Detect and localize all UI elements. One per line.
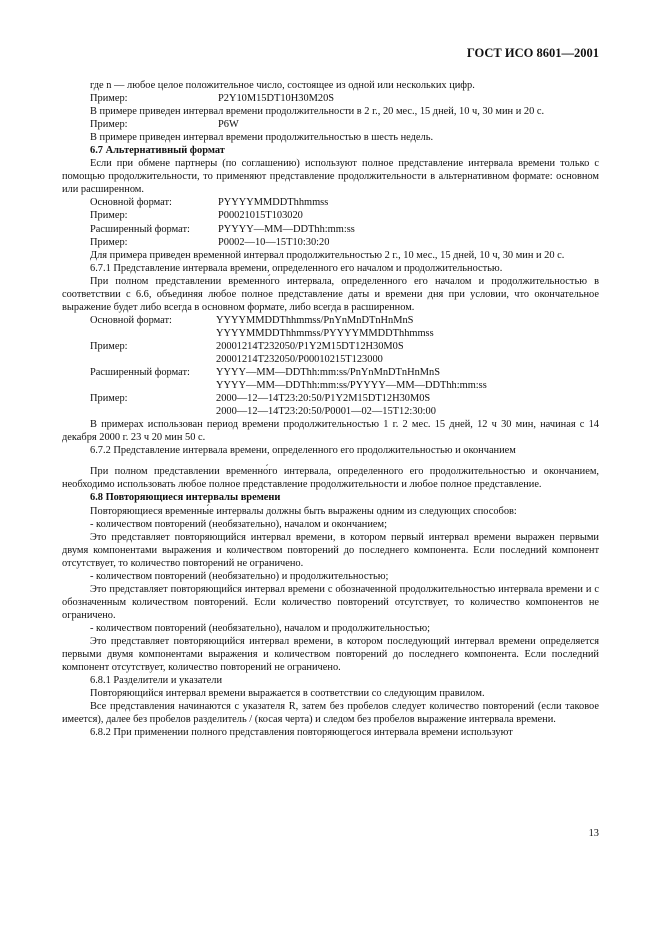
paragraph: В примере приведен интервал времени продолжительностью в шесть недель. bbox=[90, 132, 434, 144]
paragraph: При полном представлении временно́го интервала, определенного его продолжительностью и окончанием, необходимо использовать любое полное представление продолжительности и любое полное представление. bbox=[62, 466, 599, 491]
section-heading-6-7: 6.7 Альтернативный формат bbox=[90, 145, 225, 157]
subsection-6-7-1: 6.7.1 Представление интервала времени, определенного его началом и продолжительностью. bbox=[90, 262, 503, 274]
format-row: Пример: 2000—12—14T23:20:50/P1Y2M15DT12H30M0S bbox=[90, 393, 431, 405]
format-row: 2000—12—14T23:20:50/P0001—02—15T12:30:00 bbox=[216, 406, 436, 418]
paragraph: Повторяющийся интервал времени выражается в соответствии со следующим правилом. bbox=[90, 688, 485, 700]
paragraph: Это представляет повторяющийся интервал времени, в котором последующий интервал времени определяется первыми двумя компонентами выражения и количеством повторений до последнего компонента. Если последний компонент отсутствует, количество повторений не ограничено. bbox=[62, 635, 599, 674]
format-row: YYYY—MM—DDThh:mm:ss/PYYYY—MM—DDThh:mm:ss bbox=[216, 380, 487, 392]
paragraph: Это представляет повторяющийся интервал времени, в котором первый интервал времени выражен первыми двумя компонентами выражения и количеством повторений до последнего компонента. Если последний компонент отсутствует, то количество повторений не ограничено. bbox=[62, 531, 599, 569]
page-number: 13 bbox=[588, 828, 599, 839]
paragraph: Это представляет повторяющийся интервал времени с обозначенной продолжительностью интервала времени и с обозначенным количеством повторений. Если количество повторений отсутствует, то количество компонентов не ограничено. bbox=[62, 583, 599, 621]
paragraph: Если при обмене партнеры (по соглашению) используют полное представление интервала времени только с помощью продолжительности, то применяют представление продолжительности в альтернативном формате: основном или расширенном. bbox=[62, 158, 599, 196]
paragraph: Повторяющиеся временны́е интервалы должны быть выражены одним из следующих способов: bbox=[90, 505, 517, 517]
subsection-6-8-2: 6.8.2 При применении полного представления повторяющегося интервала времени используют bbox=[90, 727, 513, 739]
list-item: - количеством повторений (необязательно), началом и окончанием; bbox=[90, 518, 387, 530]
paragraph: Все представления начинаются с указателя R, затем без пробелов следует количество повторений (если таковое имеется), далее без пробелов разделитель / (косая черта) и следом без пробелов выражение интервала времени. bbox=[62, 701, 599, 726]
format-row: Расширенный формат: PYYYY—MM—DDThh:mm:ss bbox=[90, 223, 355, 235]
list-item: - количеством повторений (необязательно) и продолжительностью; bbox=[90, 570, 389, 582]
format-row: 20001214T232050/P00010215T123000 bbox=[216, 353, 383, 365]
example-row: Пример: P2Y10M15DT10H30M20S bbox=[90, 93, 335, 105]
example-row: Пример: P6W bbox=[90, 119, 239, 131]
format-row: Пример: P00021015T103020 bbox=[90, 210, 303, 222]
format-row: Расширенный формат: YYYY—MM—DDThh:mm:ss/PnYnMnDTnHnMnS bbox=[90, 367, 440, 379]
page-body bbox=[62, 79, 599, 739]
format-row: Пример: 20001214T232050/P1Y2M15DT12H30M0S bbox=[90, 340, 404, 352]
standard-header: ГОСТ ИСО 8601—2001 bbox=[466, 46, 599, 60]
section-heading-6-8: 6.8 Повторяющиеся интервалы времени bbox=[90, 492, 281, 504]
format-row: Основной формат: PYYYYMMDDThhmmss bbox=[90, 197, 329, 209]
paragraph: где n — любое целое положительное число, состоящее из одной или нескольких цифр. bbox=[90, 80, 475, 91]
list-item: - количеством повторений (необязательно), началом и продолжительностью; bbox=[90, 622, 431, 634]
format-row: YYYYMMDDThhmmss/PYYYYMMDDThhmmss bbox=[216, 327, 434, 339]
paragraph: В примере приведен интервал времени продолжительности в 2 г., 20 мес., 15 дней, 10 ч, 30 мин и 20 с. bbox=[90, 106, 545, 118]
format-row: Основной формат: YYYYMMDDThhmmss/PnYnMnDTnHnMnS bbox=[90, 314, 414, 326]
subsection-6-8-1: 6.8.1 Разделители и указатели bbox=[90, 675, 223, 687]
paragraph: При полном представлении временно́го интервала, определенного его началом и продолжительностью в соответствии с 6.6, объединяя любое полное представление даты и времени дня при условии, что окончательное выражение будет либо всегда в основном формате, либо всегда в расширенном. bbox=[62, 275, 599, 313]
paragraph: Для примера приведен временной интервал продолжительностью 2 г., 10 мес., 15 дней, 10 ч, 30 мин и 20 с. bbox=[90, 249, 565, 261]
format-row: Пример: P0002—10—15T10:30:20 bbox=[90, 236, 330, 248]
subsection-6-7-2: 6.7.2 Представление интервала времени, определенного его продолжительностью и окончанием bbox=[90, 445, 516, 457]
paragraph: В примерах использован период времени продолжительностью 1 г. 2 мес. 15 дней, 12 ч 30 мин, начиная с 14 декабря 2000 г. 23 ч 20 мин 50 с. bbox=[62, 419, 599, 444]
